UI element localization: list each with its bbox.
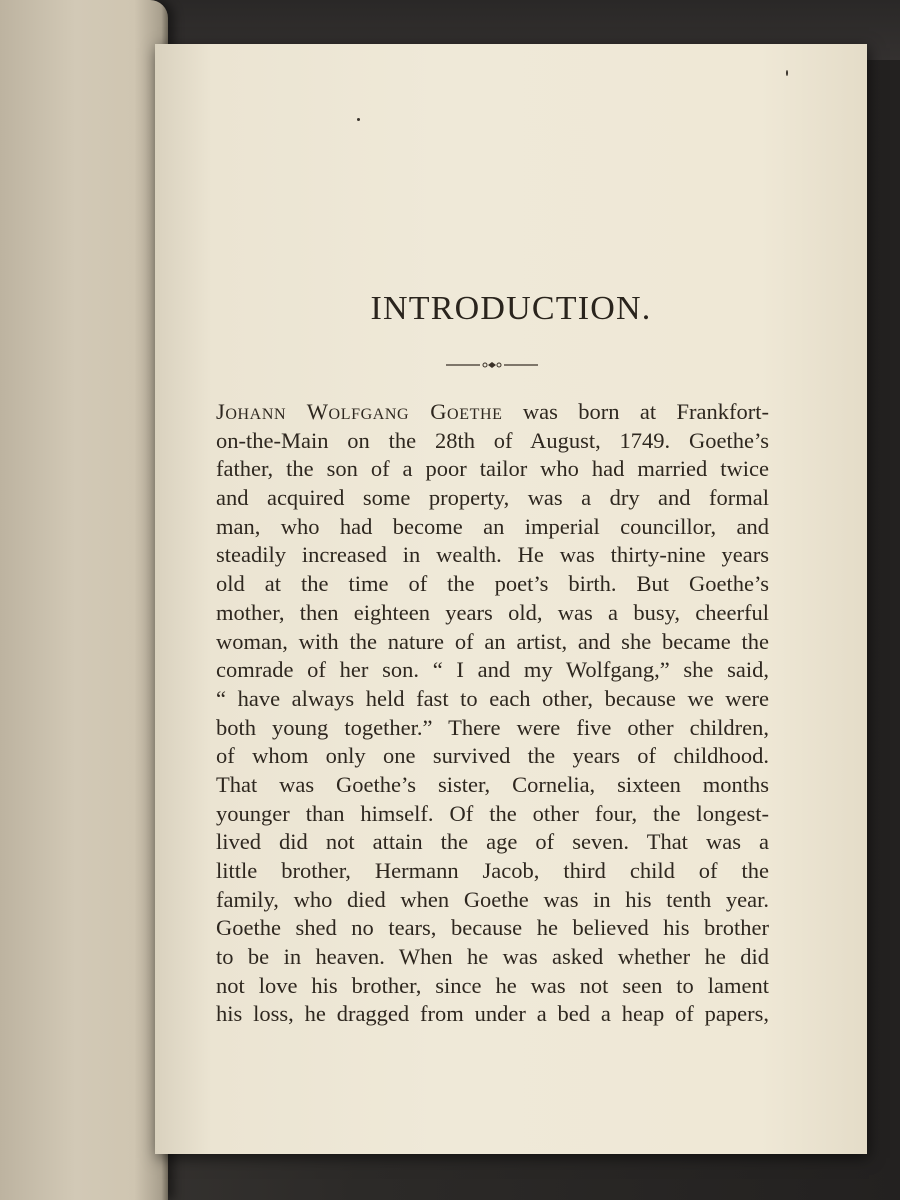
- text-line: family, who died when Goethe was in his tenth year.: [216, 886, 769, 912]
- paper-speck: [357, 118, 360, 121]
- text-line: Goethe shed no tears, because he believed his brother: [216, 915, 769, 941]
- text-line: of whom only one survived the years of childhood.: [216, 743, 769, 769]
- text-line: his loss, he dragged from under a bed a heap of papers,: [216, 1001, 769, 1027]
- text-line: woman, with the nature of an artist, and she became the: [216, 628, 769, 654]
- text-line: comrade of her son. “ I and my Wolfgang,” she said,: [216, 657, 769, 683]
- text-line: [216, 398, 769, 427]
- text-line: That was Goethe’s sister, Cornelia, sixteen months: [216, 771, 769, 797]
- text-line: little brother, Hermann Jacob, third child of the: [216, 858, 769, 883]
- page-title: INTRODUCTION.: [370, 290, 652, 327]
- text-line: and acquired some property, was a dry and formal: [216, 485, 769, 511]
- text-line: “ have always held fast to each other, because we were: [216, 685, 769, 711]
- reverse-side-show-through: [225, 120, 765, 380]
- text-line-rest: was born at Frankfort-: [502, 399, 770, 424]
- text-line: both young together.” There were five other children,: [216, 714, 769, 740]
- text-line: man, who had become an imperial councillor, and: [216, 513, 769, 539]
- text-line: not love his brother, since he was not seen to lament: [216, 972, 769, 998]
- left-page: [0, 0, 168, 1200]
- text-line: lived did not attain the age of seven. That was a: [216, 829, 769, 855]
- text-line: mother, then eighteen years old, was a busy, cheerful: [216, 599, 769, 625]
- text-line: old at the time of the poet’s birth. But Goethe’s: [216, 571, 769, 597]
- paper-speck: [786, 70, 788, 76]
- text-line: father, the son of a poor tailor who had married twice: [216, 456, 769, 482]
- text-line: on-the-Main on the 28th of August, 1749. Goethe’s: [216, 427, 769, 453]
- text-line: steadily increased in wealth. He was thirty-nine years: [216, 542, 769, 568]
- text-line: younger than himself. Of the other four, the longest-: [216, 800, 769, 826]
- author-name-small-caps: Johann Wolfgang Goethe: [216, 399, 503, 424]
- body-text: [216, 398, 769, 1029]
- text-line: to be in heaven. When he was asked whether he did: [216, 944, 769, 970]
- flourish-divider-icon: [446, 358, 538, 372]
